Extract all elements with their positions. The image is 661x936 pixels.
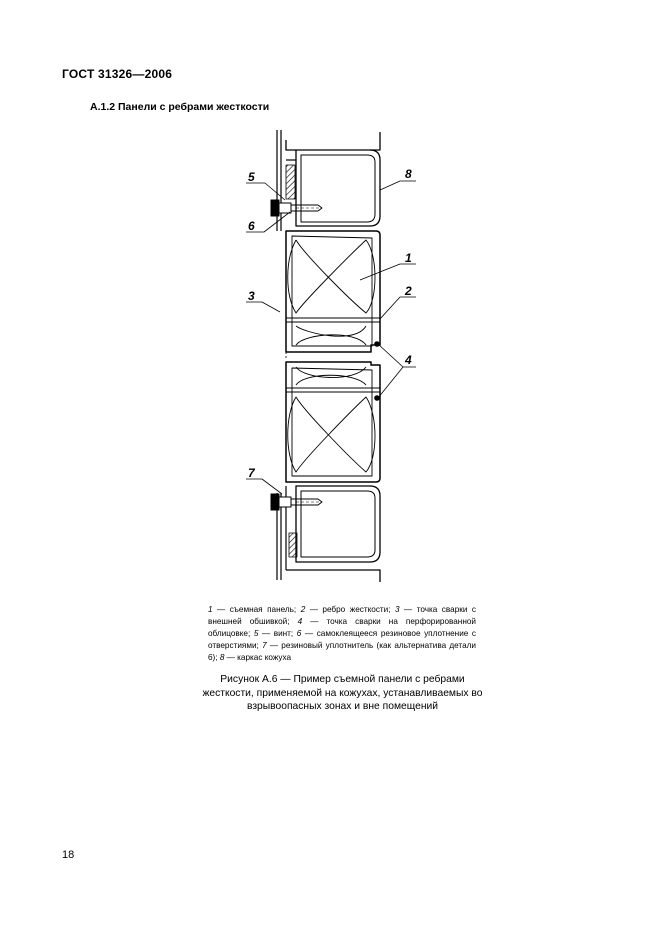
- page-number: 18: [62, 849, 75, 861]
- weld-4-b: [375, 396, 379, 400]
- leader-3: [246, 302, 280, 312]
- callout-4: 4: [405, 353, 412, 367]
- leader-5: [246, 183, 285, 200]
- rib-2-upper: [286, 318, 380, 322]
- leader-2: [380, 297, 416, 319]
- seal-6-top: [286, 165, 295, 199]
- frame-bottom-box: [296, 486, 380, 562]
- callout-8: 8: [405, 167, 412, 181]
- panel-lower-inner: [292, 368, 372, 476]
- callout-2: 2: [405, 284, 412, 298]
- panel-upper-outline: [286, 231, 380, 352]
- legend-item: 4 — точка сварки на перфорированной облицовке;: [208, 617, 476, 639]
- callout-5: 5: [248, 170, 255, 184]
- insulation-upper-b: [296, 326, 366, 345]
- rib-2-lower: [286, 388, 380, 392]
- legend-item: 5 — винт;: [253, 629, 297, 639]
- leader-8: [380, 181, 416, 190]
- section-title: А.1.2 Панели с ребрами жесткости: [90, 101, 270, 113]
- callout-7: 7: [248, 466, 255, 480]
- frame-top-box-inner: [301, 155, 375, 222]
- frame-bottom-outer: [286, 570, 380, 582]
- legend-item: 6 — самоклеящееся резиновое уплотнение с отверстиями;: [208, 629, 477, 651]
- legend-item: 7 — резиновый уплотнитель (как альтернатива детали 6);: [208, 641, 476, 663]
- seal-7-bottom: [289, 533, 297, 557]
- panel-lower-outline: [286, 362, 380, 482]
- legend-item: 1 — съемная панель;: [208, 605, 301, 614]
- leader-7: [246, 479, 282, 494]
- figure-legend: [208, 604, 476, 664]
- figure-caption: Рисунок А.6 — Пример съемной панели с ребрами жесткости, применяемой на кожухах, устанавливаемых во взрывоопасных зонах и вне помещений: [202, 674, 483, 713]
- frame-bottom-box-inner: [301, 491, 375, 557]
- callout-6: 6: [248, 219, 255, 233]
- legend-item: 3 — точка сварки с внешней обшивкой;: [208, 605, 477, 627]
- frame-top-outer: [286, 132, 380, 150]
- document-number: ГОСТ 31326—2006: [62, 67, 173, 81]
- callout-1: 1: [405, 251, 412, 265]
- callout-3: 3: [248, 289, 255, 303]
- insulation-upper-a: [288, 240, 375, 313]
- frame-top-box: [296, 150, 380, 226]
- legend-item: 8 — каркас кожуха: [219, 653, 292, 663]
- leader-1: [360, 264, 416, 280]
- legend-item: 2 — ребро жесткости;: [300, 605, 395, 614]
- insulation-lower-b: [288, 397, 375, 472]
